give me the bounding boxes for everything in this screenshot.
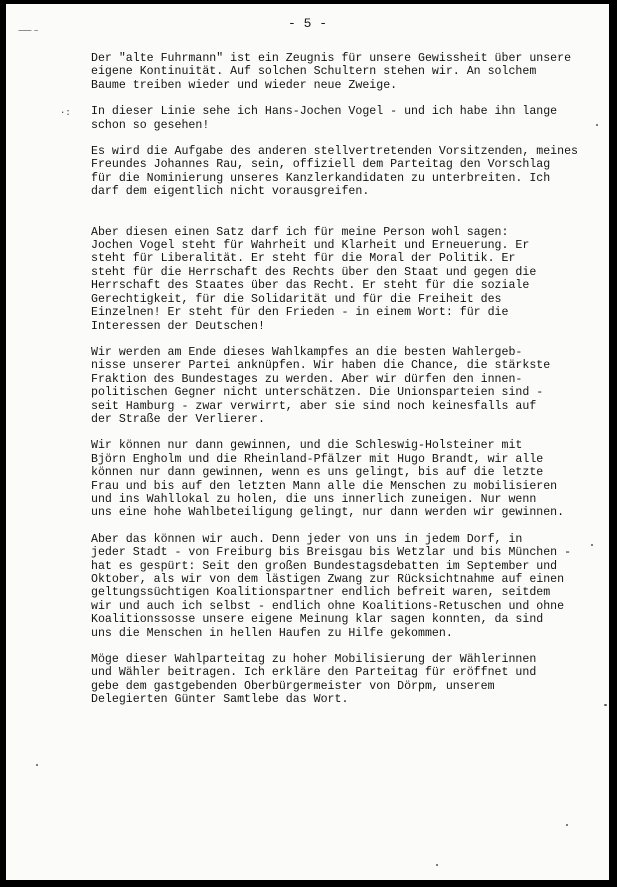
- paragraph-8: [91, 653, 606, 707]
- text-line: Wir werden am Ende dieses Wahlkampfes an die besten Wahlergeb-: [91, 345, 523, 359]
- text-line: hat es gespürt: Seit den großen Bundestagsdebatten im September und: [91, 559, 558, 573]
- scan-speck: [604, 704, 607, 706]
- paragraph-3: [91, 145, 606, 199]
- paragraph-2: [91, 105, 606, 132]
- page-number: - 5 -: [287, 16, 327, 31]
- text-line: uns die Menschen in hellen Haufen zu Hilfe gekommen.: [91, 626, 453, 640]
- text-line: Aber diesen einen Satz darf ich für meine Person wohl sagen:: [91, 225, 509, 239]
- text-line: Jochen Vogel steht für Wahrheit und Klarheit und Erneuerung. Er: [91, 239, 530, 253]
- text-line: Delegierten Günter Samtlebe das Wort.: [91, 693, 349, 707]
- text-line: Fraktion des Bundestages zu werden. Aber wir dürfen den innen-: [91, 372, 523, 386]
- text-line: steht für Liberalität. Er steht für die Moral der Politik. Er: [91, 252, 516, 266]
- text-line: Aber das können wir auch. Denn jeder von uns in jedem Dorf, in: [91, 532, 523, 546]
- text-line: In dieser Linie sehe ich Hans-Jochen Vogel - und ich habe ihn lange: [91, 105, 558, 119]
- text-line: Der "alte Fuhrmann" ist ein Zeugnis für unsere Gewissheit über unsere: [91, 52, 572, 65]
- text-line: Interessen der Deutschen!: [91, 319, 265, 333]
- text-line: politischen Gegner nicht unterschätzen. Die Unionsparteien sind -: [91, 386, 544, 400]
- text-line: Gerechtigkeit, für die Solidarität und für die Freiheit des: [91, 292, 502, 306]
- body-text: [91, 52, 606, 720]
- paragraph-4: [91, 226, 606, 333]
- text-line: jeder Stadt - von Freiburg bis Breisgau bis Wetzlar und bis München -: [91, 546, 572, 560]
- scan-speck: [436, 864, 438, 866]
- text-line: für die Nominierung unseres Kanzlerkandidaten zu unterbreiten. Ich: [91, 171, 551, 185]
- paragraph-5: [91, 346, 606, 426]
- text-line: eigene Kontinuität. Auf solchen Schultern stehen wir. An solchem: [91, 65, 537, 79]
- text-line: Björn Engholm und die Rheinland-Pfälzer mit Hugo Brandt, wir alle: [91, 452, 544, 466]
- text-line: nisse unserer Partei anknüpfen. Wir haben die Chance, die stärkste: [91, 359, 551, 373]
- text-line: Wir können nur dann gewinnen, und die Schleswig-Holsteiner mit: [91, 439, 523, 453]
- scan-corner-mark: ~~~~ ~: [18, 28, 38, 36]
- text-line: darf dem eigentlich nicht vorausgreifen.: [91, 185, 370, 199]
- text-line: schon so gesehen!: [91, 118, 210, 132]
- scan-speck: [36, 764, 38, 766]
- text-line: Baume treiben wieder und wieder neue Zweige.: [91, 78, 398, 92]
- text-line: Frau und bis auf den letzten Mann alle die Menschen zu mobilisieren: [91, 479, 558, 493]
- text-line: wir und auch ich selbst - endlich ohne Koalitions-Retuschen und ohne: [91, 599, 565, 613]
- text-line: Freundes Johannes Rau, sein, offiziell dem Parteitag den Vorschlag: [91, 158, 551, 172]
- text-line: Herrschaft des Staates über das Recht. Er steht für die soziale: [91, 279, 530, 293]
- text-line: und ins Wahllokal zu holen, die uns innerlich zuneigen. Nur wenn: [91, 492, 537, 506]
- scan-speck: [566, 824, 568, 826]
- text-line: der Straße der Verlierer.: [91, 412, 265, 426]
- text-line: steht für die Herrschaft des Rechts über den Staat und gegen die: [91, 265, 537, 279]
- margin-mark: ·:: [60, 108, 71, 118]
- text-line: Einzelnen! Er steht für den Frieden - in einem Wort: für die: [91, 306, 509, 320]
- text-line: uns eine hohe Wahlbeteiligung gelingt, nur dann werden wir gewinnen.: [91, 506, 565, 520]
- text-line: können nur dann gewinnen, wenn es uns gelingt, bis auf die letzte: [91, 466, 544, 480]
- text-line: Möge dieser Wahlparteitag zu hoher Mobilisierung der Wählerinnen: [91, 653, 537, 667]
- text-line: seit Hamburg - zwar verwirrt, aber sie sind noch keinesfalls auf: [91, 399, 537, 413]
- paragraph-6: [91, 439, 606, 519]
- scan-speck: [591, 544, 593, 546]
- paragraph-7: [91, 533, 606, 640]
- text-line: geltungssüchtigen Koalitionspartner endlich befreit waren, seitdem: [91, 586, 551, 600]
- scan-speck: [596, 124, 598, 126]
- text-line: gebe dem gastgebenden Oberbürgermeister von Dörpm, unserem: [91, 679, 495, 693]
- text-line: Oktober, als wir von dem lästigen Zwang zur Rücksichtnahme auf einen: [91, 573, 565, 586]
- paragraph-1: [91, 52, 606, 92]
- text-line: und Wähler beitragen. Ich erkläre den Parteitag für eröffnet und: [91, 666, 537, 680]
- text-line: Koalitionssosse unsere eigene Meinung klar sagen konnten, da sind: [91, 613, 544, 627]
- text-line: Es wird die Aufgabe des anderen stellvertretenden Vorsitzenden, meines: [91, 145, 579, 159]
- document-page: [6, 4, 609, 880]
